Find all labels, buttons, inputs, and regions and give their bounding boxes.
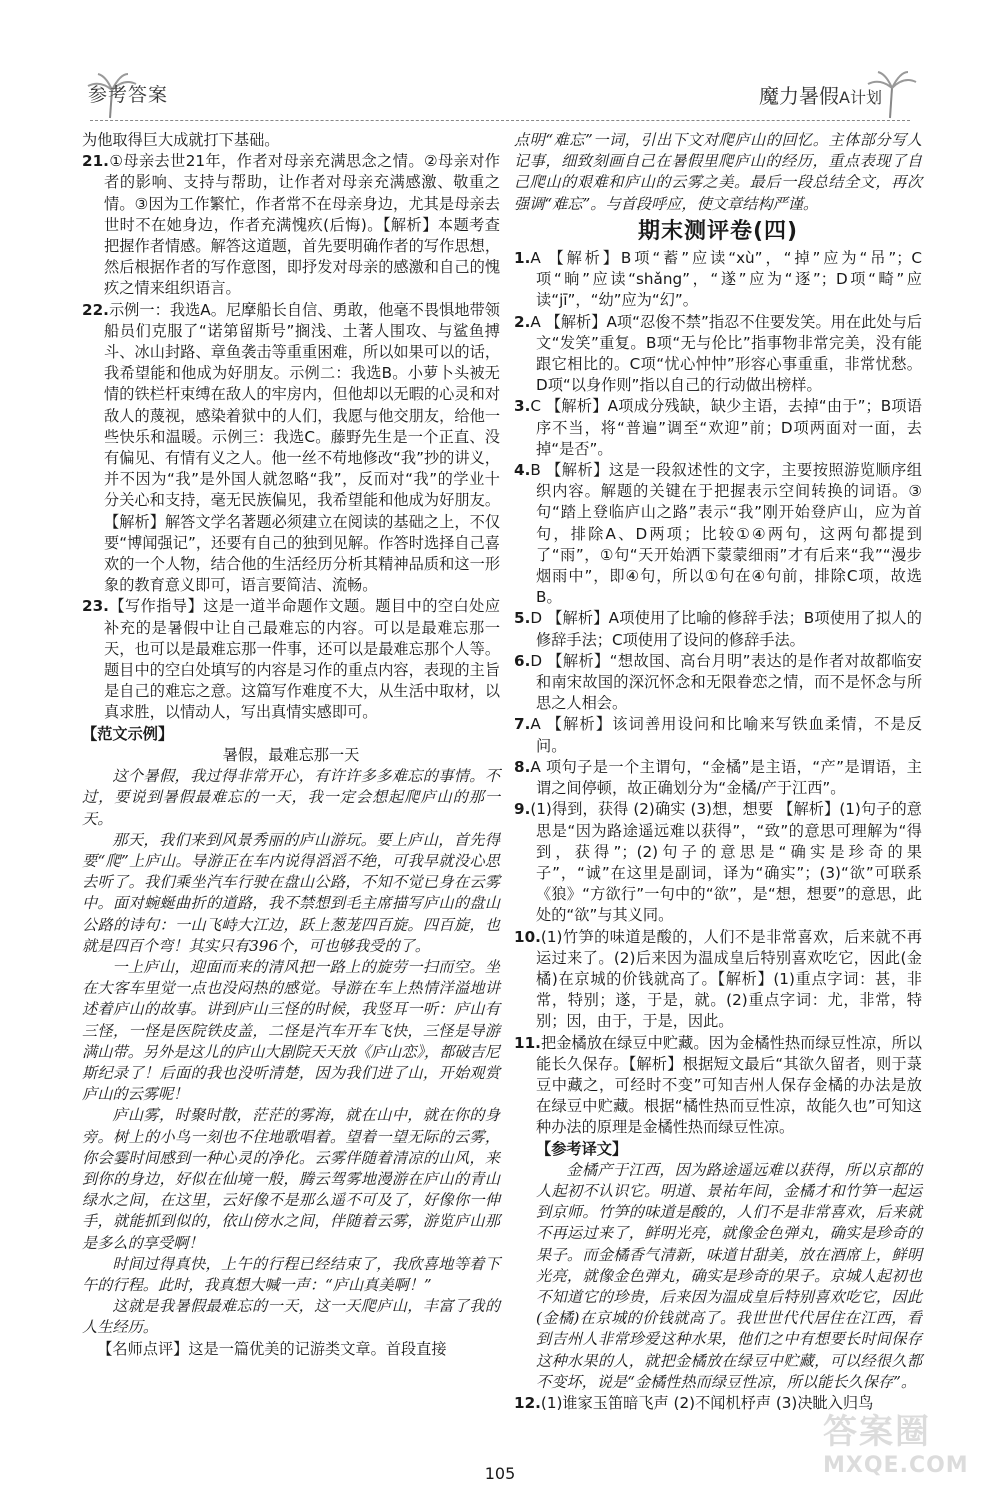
answer-text: A 【解析】该词善用设问和比喻来写铁血柔情，不是反问。 — [530, 715, 922, 755]
question-number: 4. — [514, 461, 531, 480]
section-title: 期末测评卷(四) — [637, 218, 799, 244]
watermark-logo — [823, 1404, 973, 1484]
watermark-line-1: 答案圈 — [823, 1412, 931, 1452]
question-number: 2. — [514, 312, 531, 331]
answer-text: D 【解析】A项使用了比喻的修辞手法；B项使用了拟人的修辞手法；C项使用了设问的修辞手法。 — [530, 609, 922, 649]
palm-tree-icon — [862, 68, 922, 120]
question-number: 3. — [514, 397, 531, 416]
question-8 — [514, 757, 922, 799]
answer-text: 把金橘放在绿豆中贮藏。因为金橘性热而绿豆性凉，所以能长久保存。【解析】根据短文最后“其欲久留者，则于菉豆中藏之，可经时不变”可知吉州人保存金橘的办法是放在绿豆中贮藏。根据“橘性热而豆性凉，故能久也”可知这种办法的原理是金橘性热而绿豆性凉。 — [536, 1033, 922, 1137]
question-number: 7. — [514, 715, 531, 734]
question-number: 8. — [514, 757, 531, 776]
translation-label: 【参考译文】 — [536, 1139, 628, 1158]
essay-paragraph: 那天，我们来到风景秀丽的庐山游玩。要上庐山，首先得要“爬”上庐山。导游正在车内说得滔滔不绝，可我早就没心思去听了。我们乘坐汽车行驶在盘山公路，不知不觉已身在云雾中。面对蜿蜒曲折的道路，我不禁想到毛主席描写庐山的盘山公路的诗句：一山飞峙大江边，跃上葱茏四百旋。四百旋，也就是四百个弯！其实只有396个，可也够我受的了。 — [82, 830, 500, 955]
essay-paragraph: 一上庐山，迎面而来的清风把一路上的旋劳一扫而空。坐在大客车里觉一点也没闷热的感觉。导游在车上热情洋溢地讲述着庐山的故事。讲到庐山三怪的时候，我竖耳一听：庐山有三怪，一怪是医院铁皮盖，二怪是汽车开车飞快，三怪是导游满山带。另外是这儿的庐山大剧院天天放《庐山恋》，都破吉尼斯纪录了！后面的我也没听清楚，因为我们进了山，开始观赏庐山的云雾呢！ — [82, 957, 500, 1104]
essay-paragraph: 这个暑假，我过得非常开心，有许许多多难忘的事情。不过，要说到暑假最难忘的一天，我一定会想起爬庐山的那一天。 — [82, 767, 500, 828]
page-number: 105 — [484, 1464, 516, 1483]
header-divider — [90, 120, 910, 121]
answer-text: D 【解析】“想故国、高台月明”表达的是作者对故都临安和南宋故国的深沉怀念和无限眷恋之情，而不是怀念与所思之人相会。 — [530, 651, 922, 713]
question-22 — [82, 300, 500, 597]
answer-text: A 【解析】B项“蓄”应读“xù”，“掉”应为“吊”；C项“晌”应读“shǎng”，“遂”应为“逐”；D项“畸”应读“jī”，“幼”应为“幻”。 — [530, 249, 922, 310]
question-number: 21. — [82, 152, 109, 171]
essay-paragraph: 庐山雾，时聚时散，茫茫的雾海，就在山中，就在你的身旁。树上的小鸟一刻也不住地歌唱着。望着一望无际的云雾，你会霎时间感到一种心灵的净化。云雾伴随着清凉的山风，来到你的身边，好似在仙境一般，腾云驾雾地漫游在庐山的青山绿水之间，在这里，云好像不是那么遥不可及了，好像你一伸手，就能抓到似的，依山傍水之间，伴随着云雾，游览庐山那是多么的享受啊！ — [82, 1106, 500, 1252]
answer-text: ①母亲去世21年，作者对母亲充满思念之情。②母亲对作者的影响、支持与帮助，让作者对母亲充满感激、敬重之情。③因为工作繁忙，作者常不在母亲身边，尤其是母亲去世时不在她身边，作者充满愧疚(后悔)。【解析】本题考查把握作者情感。解答这道题，首先要明确作者的写作思想，然后根据作者的写作意图，即抒发对母亲的感激和自己的愧疚之情来组织语言。 — [104, 152, 500, 298]
question-number: 23. — [82, 597, 109, 616]
question-2 — [514, 312, 922, 397]
question-9 — [514, 799, 922, 926]
header-brand-suffix: A计划 — [839, 88, 882, 107]
sample-label: 【范文示例】 — [82, 724, 174, 743]
question-6 — [514, 651, 922, 715]
question-number: 1. — [514, 249, 531, 268]
question-10 — [514, 927, 922, 1033]
answer-text: (1)得到，获得 (2)确实 (3)想，想要 【解析】(1)句子的意思是“因为路途遥远难以获得”，“致”的意思可理解为“得到，获得”；(2)句子的意思是“确实是珍奇的果子”，“诚”在这里是副词，译为“确实”；(3)“欲”可联系《狼》“方欲行”一句中的“欲”，是“想，想要”的意思，此处的“欲”与其义同。 — [530, 800, 922, 925]
page-header — [0, 0, 1000, 130]
question-number: 6. — [514, 651, 531, 670]
essay-paragraph: 这就是我暑假最难忘的一天，这一天爬庐山，丰富了我的人生经历。 — [82, 1297, 500, 1337]
answer-text: 示例一：我选A。尼摩船长自信、勇敢，他毫不畏惧地带领船员们克服了“诺第留斯号”搁浅、土著人围攻、与鲨鱼搏斗、冰山封路、章鱼袭击等重重困难，所以如果可以的话，我希望能和他成为好朋友。示例二：我选B。小萝卜头被无情的铁栏杆束缚在敌人的牢房内，但他却以无暇的心灵和对敌人的蔑视，感染着狱中的人们，我愿与他交朋友，给他一些快乐和温暖。示例三：我选C。藤野先生是一个正直、没有偏见、有情有义之人。他一丝不苟地修改“我”抄的讲义，并不因为“我”是外国人就忽略“我”，反而对“我”的学业十分关心和支持，毫无民族偏见，我希望能和他成为好朋友。【解析】解答文学名著题必须建立在阅读的基础之上，不仅要“博闻强记”，还要有自己的独到见解。作答时选择自己喜欢的一个人物，结合他的生活经历分析其精神品质和这一形象的教育意义即可，语言要简洁、流畅。 — [104, 300, 500, 595]
answer-text: (1)竹笋的味道是酸的，人们不是非常喜欢，后来就不再运过来了。(2)后来因为温成皇后特别喜欢吃它，因此(金橘)在京城的价钱就高了。【解析】(1)重点字词：甚，非常，特别；遂，于是，就。(2)重点字词：尤，非常，特别；因，由于，于是，因此。 — [536, 927, 922, 1031]
right-column — [514, 130, 922, 1414]
answer-text: (1)谁家玉笛暗飞声 (2)不闻机杼声 (3)决眦入归鸟 — [540, 1393, 874, 1412]
question-number: 9. — [514, 800, 531, 819]
question-number: 5. — [514, 609, 531, 628]
question-number: 12. — [514, 1393, 541, 1412]
header-left-title: 参考答案 — [88, 84, 169, 106]
header-brand: 魔力暑假 — [759, 84, 840, 108]
watermark-line-2: MXQE.COM — [823, 1453, 969, 1478]
question-5 — [514, 608, 922, 650]
question-number: 11. — [514, 1033, 541, 1052]
question-number: 10. — [514, 927, 541, 946]
question-21 — [82, 151, 500, 299]
sample-essay — [82, 766, 500, 1338]
translation-text: 金橘产于江西，因为路途遥远难以获得，所以京都的人起初不认识它。明道、景祐年间，金橘才和竹笋一起运到京师。竹笋的味道是酸的，人们不是非常喜欢，后来就不再运过来了，鲜明光亮，就像金色弹丸，确实是珍奇的果子。而金橘香气清新，味道甘甜美，放在酒席上，鲜明光亮，就像金色弹丸，确实是珍奇的果子。京城人起初也不知道它的珍贵，后来因为温成皇后特别喜欢吃它，因此(金橘)在京城的价钱就高了。我世世代代居住在江西，看到吉州人非常珍爱这种水果，他们之中有想要长时间保存这种水果的人，就把金橘放在绿豆中贮藏，可以经很久都不变坏，说是“金橘性热而绿豆性凉，所以能长久保存”。 — [536, 1160, 922, 1391]
teacher-comment: 【名师点评】这是一篇优美的记游类文章。首段直接 — [97, 1339, 447, 1358]
question-1 — [514, 248, 922, 312]
comment-continuation: 点明“难忘”一词，引出下文对爬庐山的回忆。主体部分写人记事，细致刻画自己在暑假里爬庐山的经历，重点表现了自己爬山的艰难和庐山的云雾之美。最后一段总结全文，再次强调“难忘”。与首段呼应，使文章结构严谨。 — [514, 131, 922, 213]
answer-text: 【写作指导】这是一道半命题作文题。题目中的空白处应补充的是暑假中让自己最难忘的内容。可以是最难忘那一天，也可以是最难忘那一件事，还可以是最难忘那个人等。题目中的空白处填写的内容是习作的重点内容，表现的主旨是自己的难忘之意。这篇写作难度不大，从生活中取材，以真求胜，以情动人，写出真情实感即可。 — [104, 597, 500, 722]
question-11 — [514, 1033, 922, 1139]
question-23 — [82, 596, 500, 723]
intro-text: 为他取得巨大成就打下基础。 — [82, 131, 280, 149]
essay-title: 暑假，最难忘那一天 — [222, 745, 360, 764]
question-7 — [514, 714, 922, 756]
essay-paragraph: 时间过得真快，上午的行程已经结束了，我欣喜地等着下午的行程。此时，我真想大喊一声：“庐山真美啊！” — [82, 1254, 500, 1294]
question-3 — [514, 396, 922, 460]
question-4 — [514, 460, 922, 608]
answer-text: A 【解析】A项“忍俊不禁”指忍不住要发笑。用在此处与后文“发笑”重复。B项“无与伦比”指事物非常完美，没有能跟它相比的。C项“忧心忡忡”形容心事重重，非常忧愁。D项“以身作则”指以自己的行动做出榜样。 — [530, 312, 922, 395]
question-number: 22. — [82, 300, 109, 319]
answer-text: B 【解析】这是一段叙述性的文字，主要按照游览顺序组织内容。解题的关键在于把握表示空间转换的词语。③句“踏上登临庐山之路”表示“我”刚开始登庐山，应为首句，排除A、D两项；比较①④两句，这两句都提到了“雨”，①句“天开始洒下蒙蒙细雨”才有后来“我”“漫步烟雨中”，即④句，所以①句在④句前，排除C项，故选B。 — [530, 461, 922, 607]
answer-text: C 【解析】A项成分残缺，缺少主语，去掉“由于”；B项语序不当，将“普遍”调至“欢迎”前；D项两面对一面，去掉“是否”。 — [530, 397, 922, 458]
left-column — [82, 130, 500, 1360]
answer-text: A 项句子是一个主谓句，“金橘”是主语，“产”是谓语，主谓之间停顿，故正确划分为“金橘/产于江西”。 — [530, 757, 922, 798]
